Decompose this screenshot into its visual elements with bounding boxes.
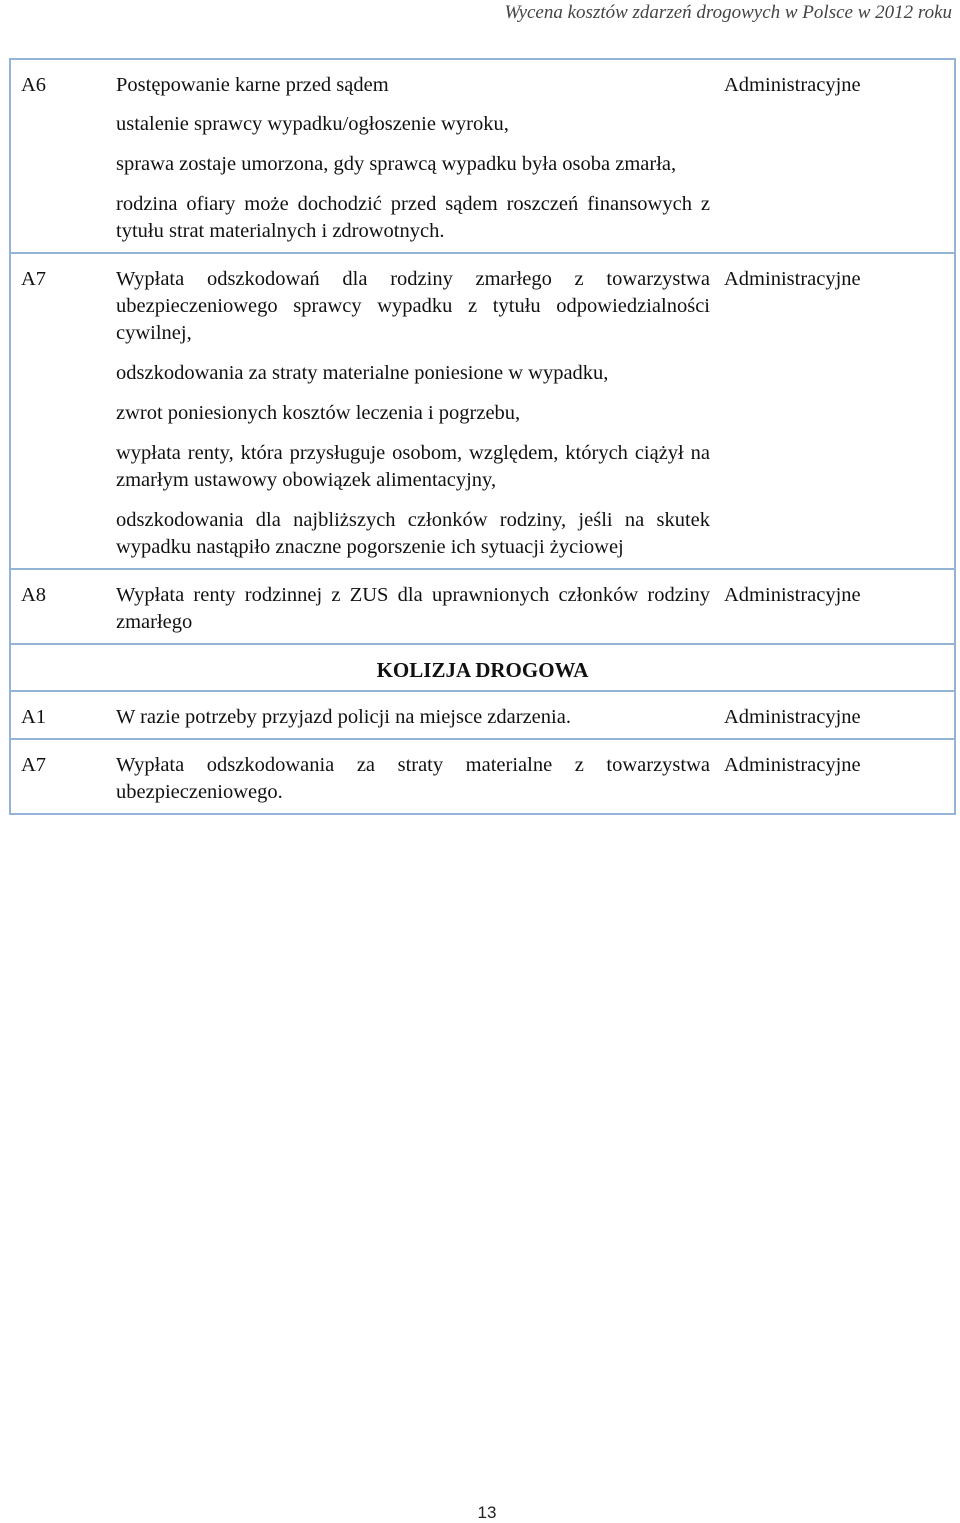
row-description xyxy=(106,569,718,644)
section-header-row xyxy=(10,644,955,691)
table-row xyxy=(10,253,955,569)
row-code: A8 xyxy=(10,569,106,644)
row-paragraph: sprawa zostaje umorzona, gdy sprawcą wypadku była osoba zmarła, xyxy=(116,153,677,175)
row-paragraph: W razie potrzeby przyjazd policji na miejsce zdarzenia. xyxy=(116,706,571,728)
row-paragraph: odszkodowania za straty materialne poniesione w wypadku, xyxy=(116,362,609,384)
section-title: KOLIZJA DROGOWA xyxy=(10,644,955,691)
row-code: A6 xyxy=(10,59,106,253)
row-category: Administracyjne xyxy=(718,739,955,814)
row-description xyxy=(106,59,718,253)
row-paragraph: Wypłata odszkodowań dla rodziny zmarłego z towarzystwa ubezpieczeniowego sprawcy wypadku z tytułu odpowiedzialności cywilnej, xyxy=(116,268,710,344)
row-paragraph: Postępowanie karne przed sądem xyxy=(116,74,389,96)
page-number: 13 xyxy=(477,1503,497,1522)
row-description xyxy=(106,691,718,739)
row-category: Administracyjne xyxy=(718,59,955,253)
table-row xyxy=(10,691,955,739)
row-description xyxy=(106,739,718,814)
row-description xyxy=(106,253,718,569)
table-row xyxy=(10,59,955,253)
row-code: A7 xyxy=(10,253,106,569)
row-category: Administracyjne xyxy=(718,691,955,739)
row-paragraph: Wypłata renty rodzinnej z ZUS dla uprawnionych członków rodziny zmarłego xyxy=(116,584,710,633)
row-paragraph: wypłata renty, która przysługuje osobom, względem, których ciążył na zmarłym ustawowy obowiązek alimentacyjny, xyxy=(116,442,710,491)
cost-table xyxy=(9,58,956,815)
row-paragraph: zwrot poniesionych kosztów leczenia i pogrzebu, xyxy=(116,402,521,424)
table-row xyxy=(10,739,955,814)
row-code: A1 xyxy=(10,691,106,739)
row-category: Administracyjne xyxy=(718,569,955,644)
row-paragraph: odszkodowania dla najbliższych członków rodziny, jeśli na skutek wypadku nastąpiło znaczne pogorszenie ich sytuacji życiowej xyxy=(116,509,710,558)
running-header: Wycena kosztów zdarzeń drogowych w Polsce w 2012 roku xyxy=(504,2,952,23)
row-paragraph: Wypłata odszkodowania za straty materialne z towarzystwa ubezpieczeniowego. xyxy=(116,754,710,803)
table-row xyxy=(10,569,955,644)
row-code: A7 xyxy=(10,739,106,814)
row-paragraph: ustalenie sprawcy wypadku/ogłoszenie wyroku, xyxy=(116,113,509,135)
row-category: Administracyjne xyxy=(718,253,955,569)
row-paragraph: rodzina ofiary może dochodzić przed sądem roszczeń finansowych z tytułu strat materialnych i zdrowotnych. xyxy=(116,193,710,242)
